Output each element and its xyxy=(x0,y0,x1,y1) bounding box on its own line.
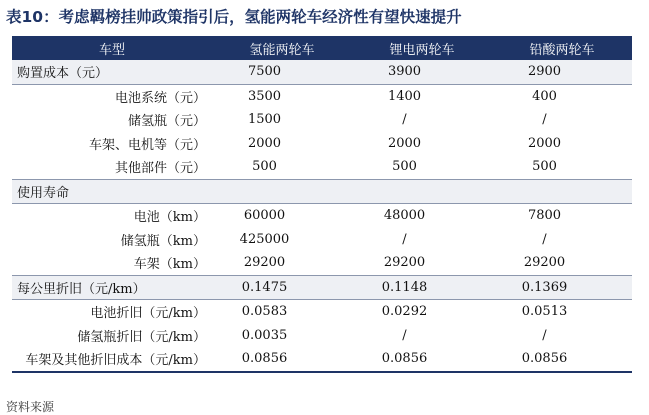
cell-value: 0.0513 xyxy=(492,300,632,324)
table-row xyxy=(12,204,632,228)
cell-value: / xyxy=(402,327,407,343)
row-label: 车架及其他折旧成本（元/km） xyxy=(12,347,212,372)
cell-value: 1400 xyxy=(352,84,492,108)
cell-value: 60000 xyxy=(212,204,352,228)
cell-value: / xyxy=(402,112,407,128)
cell-value: 7500 xyxy=(212,60,352,84)
row-label: 电池系统（元） xyxy=(12,84,212,108)
row-label: 车架（km） xyxy=(133,257,206,273)
cell-value: 7800 xyxy=(492,204,632,228)
row-label: 储氢瓶（km） xyxy=(120,233,206,249)
cell-value: 29200 xyxy=(523,255,566,271)
cell-value: / xyxy=(542,112,547,128)
cell-value: 500 xyxy=(532,159,557,175)
cell-value: 0.0583 xyxy=(212,300,352,324)
cell-value: / xyxy=(542,231,547,247)
table-row xyxy=(12,155,632,179)
row-label: 储氢瓶（元） xyxy=(127,114,206,130)
cell-value: 500 xyxy=(392,159,417,175)
table-row xyxy=(12,324,632,348)
row-label: 车架、电机等（元） xyxy=(88,137,206,153)
cell-value: 2000 xyxy=(527,135,562,151)
cell-value: 425000 xyxy=(239,231,290,247)
table-title: 表10：考虑羁榜挂帅政策指引后，氢能两轮车经济性有望快速提升 xyxy=(6,8,462,26)
table-row xyxy=(12,84,632,108)
cell-value xyxy=(212,179,352,204)
cell-value: 3900 xyxy=(352,60,492,84)
row-label: 其他部件（元） xyxy=(114,161,206,177)
table-row xyxy=(12,228,632,252)
row-label: 电池（km） xyxy=(12,204,212,228)
table-row xyxy=(12,347,632,372)
cell-value xyxy=(352,179,492,204)
cell-value: 2900 xyxy=(492,60,632,84)
cell-value: 2000 xyxy=(387,135,422,151)
table-header-row xyxy=(12,36,632,60)
table-row xyxy=(12,251,632,275)
cell-value xyxy=(492,179,632,204)
row-label: 电池折旧（元/km） xyxy=(12,300,212,324)
row-label: 储氢瓶折旧（元/km） xyxy=(77,329,206,345)
table-row xyxy=(12,300,632,324)
cell-value: 0.0856 xyxy=(492,347,632,372)
row-label: 每公里折旧（元/km） xyxy=(12,275,212,300)
cell-value: 500 xyxy=(252,159,277,175)
cell-value: 48000 xyxy=(352,204,492,228)
header-lithium: 锂电两轮车 xyxy=(352,36,492,60)
header-vehicle-type: 车型 xyxy=(12,36,212,60)
cell-value: 400 xyxy=(492,84,632,108)
row-label: 使用寿命 xyxy=(12,179,212,204)
cell-value: 0.0035 xyxy=(241,327,288,343)
cell-value: / xyxy=(542,327,547,343)
cell-value: 29200 xyxy=(383,255,426,271)
row-label: 购置成本（元） xyxy=(12,60,212,84)
cell-value: 0.1369 xyxy=(492,275,632,300)
cell-value: / xyxy=(402,231,407,247)
cell-value: 0.1475 xyxy=(212,275,352,300)
table-row xyxy=(12,60,632,84)
cell-value: 3500 xyxy=(212,84,352,108)
source-note: 资料来源 xyxy=(6,400,55,414)
header-lead-acid: 铅酸两轮车 xyxy=(492,36,632,60)
cell-value: 1500 xyxy=(247,112,282,128)
table-row xyxy=(12,132,632,156)
cell-value: 0.0856 xyxy=(212,347,352,372)
cell-value: 29200 xyxy=(243,255,286,271)
table-row xyxy=(12,108,632,132)
header-hydrogen: 氢能两轮车 xyxy=(212,36,352,60)
table-row xyxy=(12,275,632,300)
cell-value: 0.1148 xyxy=(352,275,492,300)
cell-value: 0.0856 xyxy=(352,347,492,372)
comparison-table xyxy=(12,36,632,373)
table-row xyxy=(12,179,632,204)
cell-value: 2000 xyxy=(247,135,282,151)
cell-value: 0.0292 xyxy=(352,300,492,324)
